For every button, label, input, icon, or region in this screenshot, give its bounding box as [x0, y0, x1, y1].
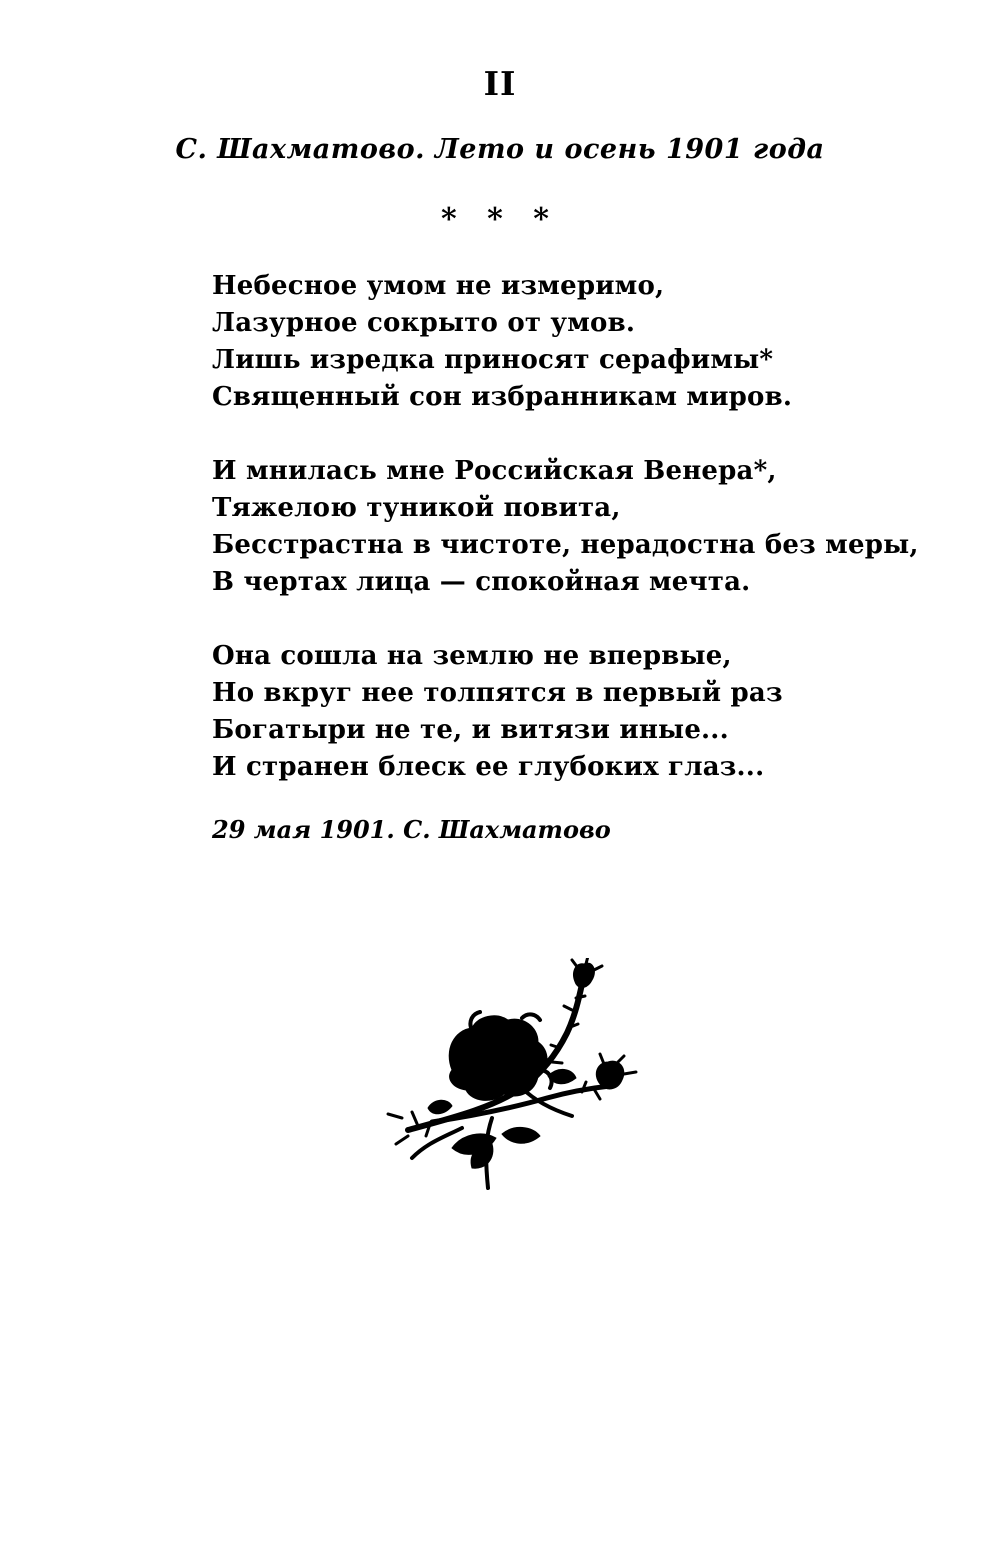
poem-line: Лишь изредка приносят серафимы*	[212, 345, 774, 375]
poem-separator: * * *	[441, 202, 559, 237]
poem-line: Лазурное сокрыто от умов.	[212, 308, 636, 338]
section-subtitle: С. Шахматово. Лето и осень 1901 года	[175, 134, 825, 165]
poem-line: И мнилась мне Российская Венера*,	[212, 456, 777, 486]
poem-line: Тяжелою туникой повита,	[212, 493, 621, 523]
stanza-2	[212, 453, 972, 601]
poem-line: И странен блеск ее глубоких глаз...	[212, 752, 765, 782]
stanza-3	[212, 638, 972, 786]
poem-line: Священный сон избранникам миров.	[212, 382, 793, 412]
poem-line: Бесстрастна в чистоте, нерадостна без меры,	[212, 530, 919, 560]
poem-line: В чертах лица — спокойная мечта.	[212, 567, 751, 597]
poem-body	[212, 268, 972, 823]
poem-line: Богатыри не те, и витязи иные...	[212, 715, 729, 745]
poem-line: Но вкруг нее толпятся в первый раз	[212, 678, 783, 708]
section-number: II	[483, 64, 517, 103]
poem-dateline: 29 мая 1901. С. Шахматово	[212, 815, 611, 844]
poem-line: Небесное умом не измеримо,	[212, 271, 665, 301]
poem-line: Она сошла на землю не впервые,	[212, 641, 732, 671]
stanza-1	[212, 268, 972, 416]
rose-branch-silhouette-icon	[372, 958, 642, 1198]
